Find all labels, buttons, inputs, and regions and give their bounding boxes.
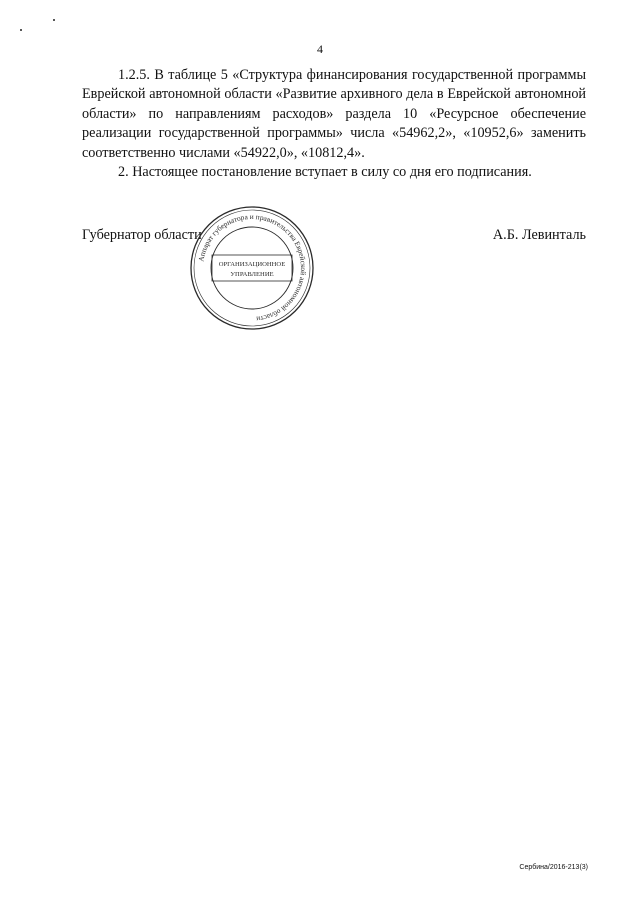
signatory-name: А.Б. Левинталь (492, 227, 586, 243)
official-seal-stamp (188, 204, 316, 332)
signatory-position: Губернатор области (82, 227, 202, 243)
seal-outer-ring (191, 207, 313, 329)
paragraph-amendment: 1.2.5. В таблице 5 «Структура финансирования государственной программы Еврейской автономной области «Развитие архивного дела в Еврейской автономной области» по направлениям расходов» раздела 10 «Ресурсное обеспечение реализации государственной программы» числа «54962,2», «10952,6» заменить соответственно числами «54922,0», «10812,4». (82, 67, 586, 161)
seal-inner-text-2: УПРАВЛЕНИЕ (230, 271, 274, 278)
seal-outer-text: Аппарат губернатора и правительства Еврейской автономной области (196, 211, 309, 324)
scan-speck (53, 19, 55, 21)
page-number: 4 (317, 42, 323, 56)
scan-speck (20, 29, 22, 31)
seal-inner-text-1: ОРГАНИЗАЦИОННОЕ (218, 261, 286, 268)
seal-inner-ring (211, 227, 293, 309)
document-body (82, 66, 586, 182)
document-registration-code: Сербина/2016-213(3) (519, 864, 588, 871)
paragraph-effective-date: 2. Настоящее постановление вступает в силу со дня его подписания. (118, 164, 532, 181)
